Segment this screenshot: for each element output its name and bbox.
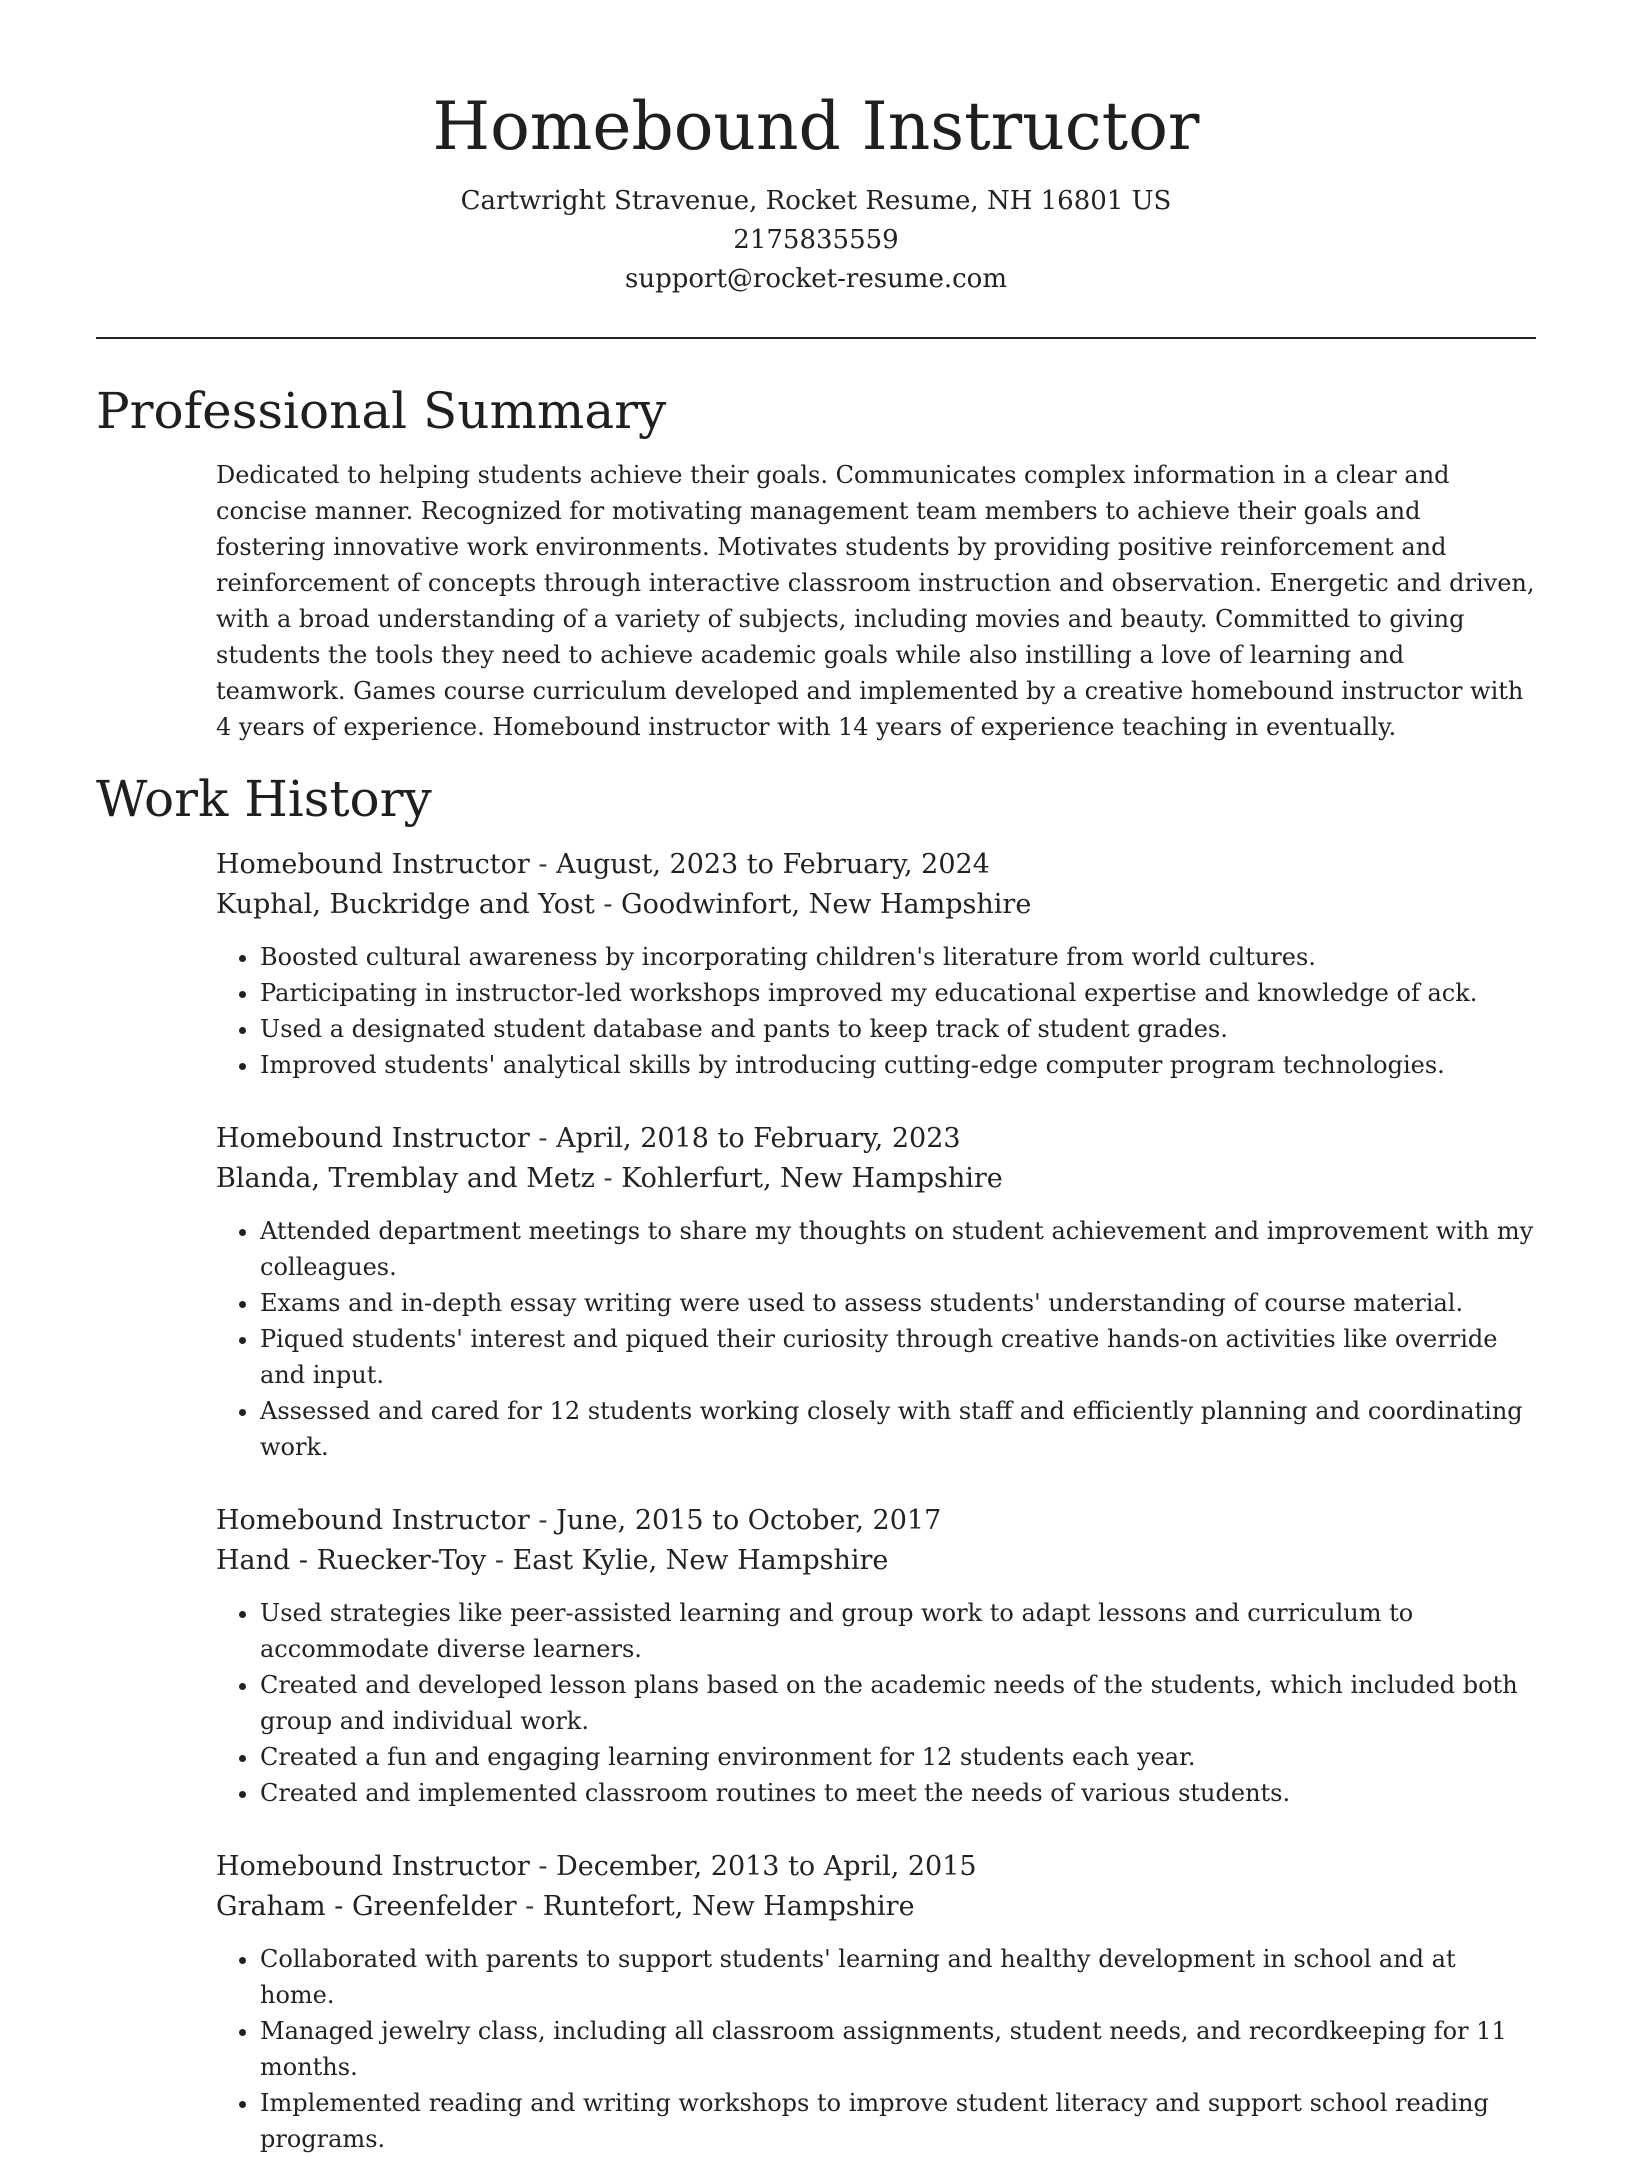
contact-block (96, 182, 1536, 299)
job-bullet: • Attended department meetings to share my thoughts on student achievement and improvement with my colleagues. (260, 1213, 1536, 1285)
job-entry (216, 1119, 1536, 1465)
resume-header (96, 0, 1536, 299)
job-title-line (216, 1501, 1536, 1541)
job-entry (216, 1847, 1536, 2157)
job-bullets (216, 1213, 1536, 1465)
job-bullets (216, 939, 1536, 1083)
job-bullet: • Used strategies like peer-assisted learning and group work to adapt lessons and curriculum to accommodate diverse learners. (260, 1595, 1536, 1667)
job-bullet: • Managed jewelry class, including all classroom assignments, student needs, and recordkeeping for 11 months. (260, 2013, 1536, 2085)
work-history-list (216, 845, 1536, 2157)
job-dates: June, 2015 to October, 2017 (556, 1505, 942, 1536)
resume-page (96, 0, 1536, 2157)
job-bullet: • Improved students' analytical skills by introducing cutting-edge computer program technologies. (260, 1047, 1536, 1083)
job-location: Runtefort, New Hampshire (542, 1891, 915, 1922)
job-separator: - (603, 1163, 613, 1194)
job-separator: - (538, 849, 548, 880)
job-dates: August, 2023 to February, 2024 (556, 849, 990, 880)
job-company-line (216, 1887, 1536, 1927)
job-location: East Kylie, New Hampshire (512, 1545, 889, 1576)
job-role: Homebound Instructor (216, 1851, 530, 1882)
job-title-line (216, 845, 1536, 885)
job-entry (216, 1501, 1536, 1811)
job-bullet: • Implemented reading and writing workshops to improve student literacy and support school reading programs. (260, 2085, 1536, 2157)
job-company: Kuphal, Buckridge and Yost (216, 889, 595, 920)
job-company-line (216, 1541, 1536, 1581)
job-company: Hand - Ruecker-Toy (216, 1545, 487, 1576)
phone-text: 2175835559 (733, 225, 899, 255)
job-separator: - (538, 1505, 548, 1536)
job-bullet: • Created and implemented classroom routines to meet the needs of various students. (260, 1775, 1536, 1811)
job-company: Graham - Greenfelder (216, 1891, 517, 1922)
job-company-line (216, 885, 1536, 925)
job-separator: - (538, 1123, 548, 1154)
job-separator: - (538, 1851, 548, 1882)
job-bullet: • Participating in instructor-led workshops improved my educational expertise and knowledge of ack. (260, 975, 1536, 1011)
job-location: Goodwinfort, New Hampshire (621, 889, 1032, 920)
job-bullet: • Boosted cultural awareness by incorporating children's literature from world cultures. (260, 939, 1536, 975)
job-bullet: • Created and developed lesson plans based on the academic needs of the students, which included both group and individual work. (260, 1667, 1536, 1739)
job-role: Homebound Instructor (216, 849, 530, 880)
job-bullet: • Collaborated with parents to support students' learning and healthy development in school and at home. (260, 1941, 1536, 2013)
email-text: support@rocket-resume.com (624, 264, 1007, 294)
job-bullet: • Used a designated student database and pants to keep track of student grades. (260, 1011, 1536, 1047)
job-dates: April, 2018 to February, 2023 (556, 1123, 961, 1154)
job-bullet: • Piqued students' interest and piqued their curiosity through creative hands-on activities like override and input. (260, 1321, 1536, 1393)
job-bullets (216, 1941, 1536, 2157)
job-location: Kohlerfurt, New Hampshire (621, 1163, 1003, 1194)
job-separator: - (603, 889, 613, 920)
job-title-line (216, 1119, 1536, 1159)
job-bullet: • Created a fun and engaging learning environment for 12 students each year. (260, 1739, 1536, 1775)
job-role: Homebound Instructor (216, 1123, 530, 1154)
job-company-line (216, 1159, 1536, 1199)
summary-paragraph: Dedicated to helping students achieve their goals. Communicates complex information in a clear and concise manner. Recognized for motivating management team members to achieve their goals and fostering innovative work environments. Motivates students by providing positive reinforcement and reinforcement of concepts through interactive classroom instruction and observation. Energetic and driven, with a broad understanding of a variety of subjects, including movies and beauty. Committed to giving students the tools they need to achieve academic goals while also instilling a love of learning and teamwork. Games course curriculum developed and implemented by a creative homebound instructor with 4 years of experience. Homebound instructor with 14 years of experience teaching in eventually. (216, 461, 1535, 741)
job-separator: - (525, 1891, 535, 1922)
header-divider (96, 337, 1536, 339)
summary-heading: Professional Summary (96, 382, 667, 440)
work-history-heading: Work History (96, 770, 432, 828)
candidate-name: Homebound Instructor (432, 88, 1200, 165)
job-separator: - (494, 1545, 504, 1576)
job-company: Blanda, Tremblay and Metz (216, 1163, 595, 1194)
job-bullet: • Assessed and cared for 12 students working closely with staff and efficiently planning and coordinating work. (260, 1393, 1536, 1465)
job-title-line (216, 1847, 1536, 1887)
job-bullet: • Exams and in-depth essay writing were used to assess students' understanding of course material. (260, 1285, 1536, 1321)
address-text: Cartwright Stravenue, Rocket Resume, NH 16801 US (460, 186, 1172, 216)
job-dates: December, 2013 to April, 2015 (556, 1851, 977, 1882)
job-bullets (216, 1595, 1536, 1811)
job-role: Homebound Instructor (216, 1505, 530, 1536)
job-entry (216, 845, 1536, 1083)
